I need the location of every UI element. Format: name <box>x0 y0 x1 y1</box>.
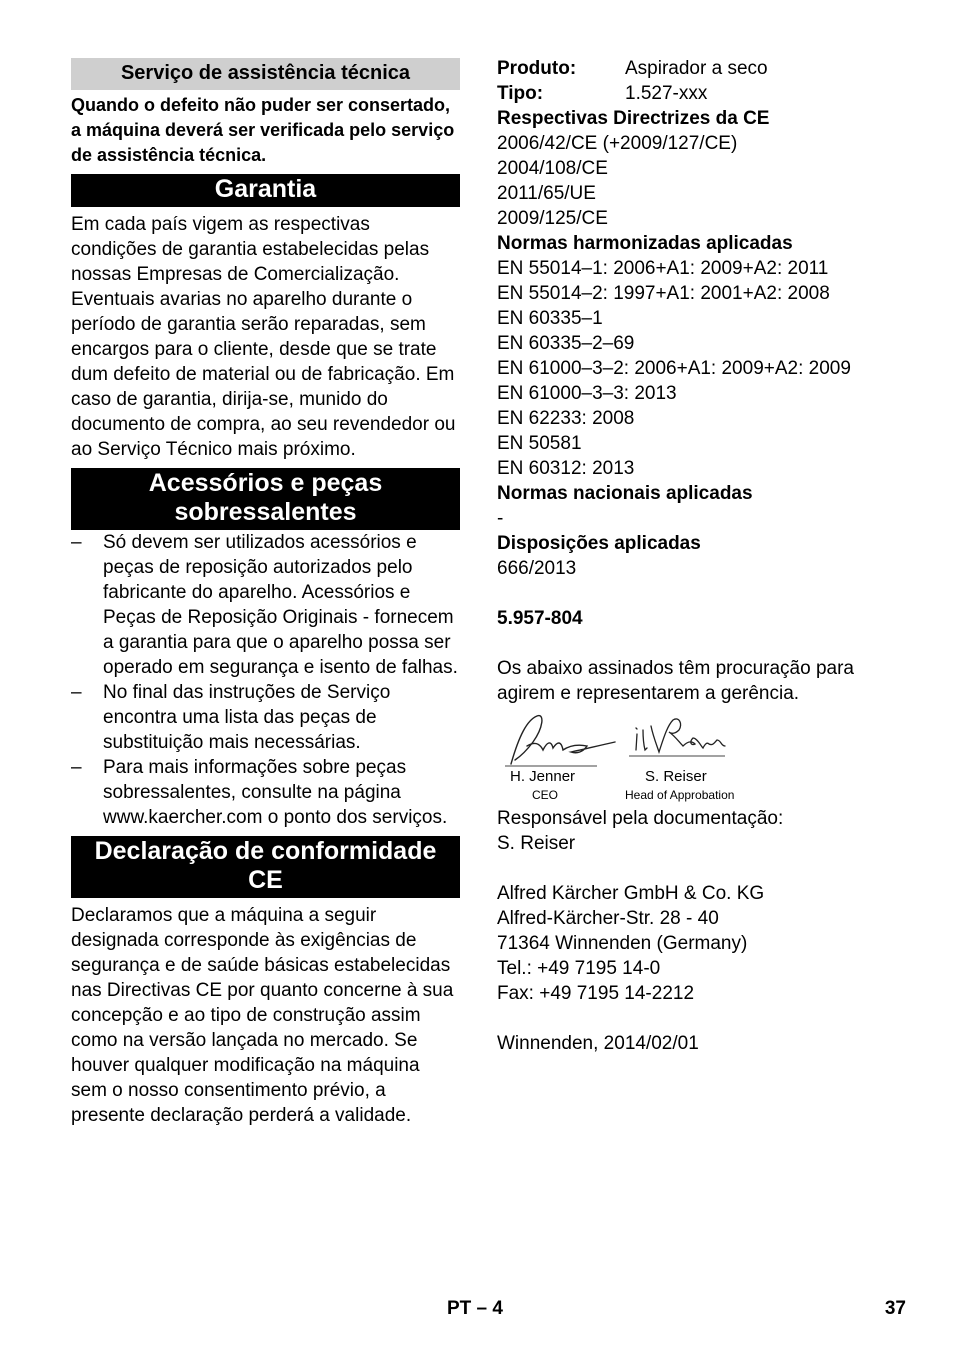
harmonized-item: EN 62233: 2008 <box>497 408 635 429</box>
harmonized-item: EN 55014–1: 2006+A1: 2009+A2: 2011 <box>497 258 829 279</box>
accessories-list <box>71 530 460 830</box>
type-row <box>497 81 897 106</box>
doc-responsible-name: S. Reiser <box>497 833 576 854</box>
harmonized-item: EN 60312: 2013 <box>497 458 635 479</box>
company-street: Alfred-Kärcher-Str. 28 - 40 <box>497 908 719 929</box>
accessories-heading: Acessórios e peças sobressalentes <box>71 468 460 530</box>
directive-item: 2006/42/CE (+2009/127/CE) <box>497 133 738 154</box>
doc-responsible-label: Responsável pela documentação: <box>497 808 784 829</box>
footer-language-page: PT – 4 <box>447 1298 503 1319</box>
product-row <box>497 56 897 81</box>
signer2-role: Head of Approbation <box>625 788 735 802</box>
signer2-name: S. Reiser <box>645 768 707 785</box>
warranty-text: Em cada país vigem as respectivas condições de garantia estabelecidas pelas nossas Empresas de Comercialização. Eventuais avarias no aparelho durante o período de garantia serão reparadas, sem encargos para o cliente, desde que se trate dum defeito de material ou de fabricação. Em caso de garantia, dirija-se, munido do documento de compra, ao seu revendedor ou ao Serviço Técnico mais próximo. <box>71 214 456 460</box>
type-label: Tipo: <box>497 83 544 104</box>
right-column <box>497 56 897 1056</box>
product-value: Aspirador a seco <box>625 58 768 79</box>
signatories-text: Os abaixo assinados têm procuração para agirem e representarem a gerência. <box>497 658 854 704</box>
place-date: Winnenden, 2014/02/01 <box>497 1033 699 1054</box>
part-number: 5.957-804 <box>497 608 583 629</box>
signature-reiser <box>617 706 857 776</box>
type-value: 1.527-xxx <box>625 83 708 104</box>
list-item: – Para mais informações sobre peças sobressalentes, consulte na página www.kaercher.com o ponto dos serviços. <box>71 755 460 830</box>
directive-item: 2004/108/CE <box>497 158 608 179</box>
provisions-heading: Disposições aplicadas <box>497 533 701 554</box>
national-heading: Normas nacionais aplicadas <box>497 483 753 504</box>
signer1-role: CEO <box>532 788 559 802</box>
national-value: - <box>497 508 504 529</box>
harmonized-item: EN 61000–3–3: 2013 <box>497 383 677 404</box>
harmonized-heading: Normas harmonizadas aplicadas <box>497 233 793 254</box>
service-text: Quando o defeito não puder ser consertado, a máquina deverá ser verificada pelo serviço de assistência técnica. <box>71 95 455 165</box>
company-city: 71364 Winnenden (Germany) <box>497 933 748 954</box>
directive-item: 2009/125/CE <box>497 208 608 229</box>
product-label: Produto: <box>497 58 577 79</box>
declaration-text: Declaramos que a máquina a seguir designada corresponde às exigências de segurança e de saúde básicas estabelecidas nas Directivas CE por quanto concerne à sua concepção e ao tipo de construção assim como na versão lançada no mercado. Se houver qualquer modificação na máquina sem o nosso consentimento prévio, a presente declaração perderá a validade. <box>71 905 454 1126</box>
harmonized-item: EN 55014–2: 1997+A1: 2001+A2: 2008 <box>497 283 830 304</box>
company-fax: Fax: +49 7195 14-2212 <box>497 983 695 1004</box>
directives-heading: Respectivas Directrizes da CE <box>497 108 770 129</box>
page-number: 37 <box>884 1298 906 1319</box>
declaration-heading: Declaração de conformidade CE <box>71 836 460 898</box>
provisions-value: 666/2013 <box>497 558 577 579</box>
harmonized-item: EN 60335–1 <box>497 308 603 329</box>
warranty-heading: Garantia <box>71 174 460 207</box>
left-column <box>71 58 460 1128</box>
company-tel: Tel.: +49 7195 14-0 <box>497 958 661 979</box>
list-item: – No final das instruções de Serviço encontra uma lista das peças de substituição mais necessárias. <box>71 680 460 755</box>
service-heading: Serviço de assistência técnica <box>71 58 460 90</box>
directive-item: 2011/65/UE <box>497 183 596 204</box>
company-name: Alfred Kärcher GmbH & Co. KG <box>497 883 765 904</box>
harmonized-item: EN 50581 <box>497 433 582 454</box>
list-item: – Só devem ser utilizados acessórios e peças de reposição autorizados pelo fabricante do aparelho. Acessórios e Peças de Reposição Originais - fornecem a garantia para que o aparelho possa ser operado em segurança e isento de falhas. <box>71 530 460 680</box>
signer1-name: H. Jenner <box>510 768 576 785</box>
harmonized-item: EN 60335–2–69 <box>497 333 635 354</box>
signature-block <box>497 706 897 806</box>
harmonized-item: EN 61000–3–2: 2006+A1: 2009+A2: 2009 <box>497 358 851 379</box>
